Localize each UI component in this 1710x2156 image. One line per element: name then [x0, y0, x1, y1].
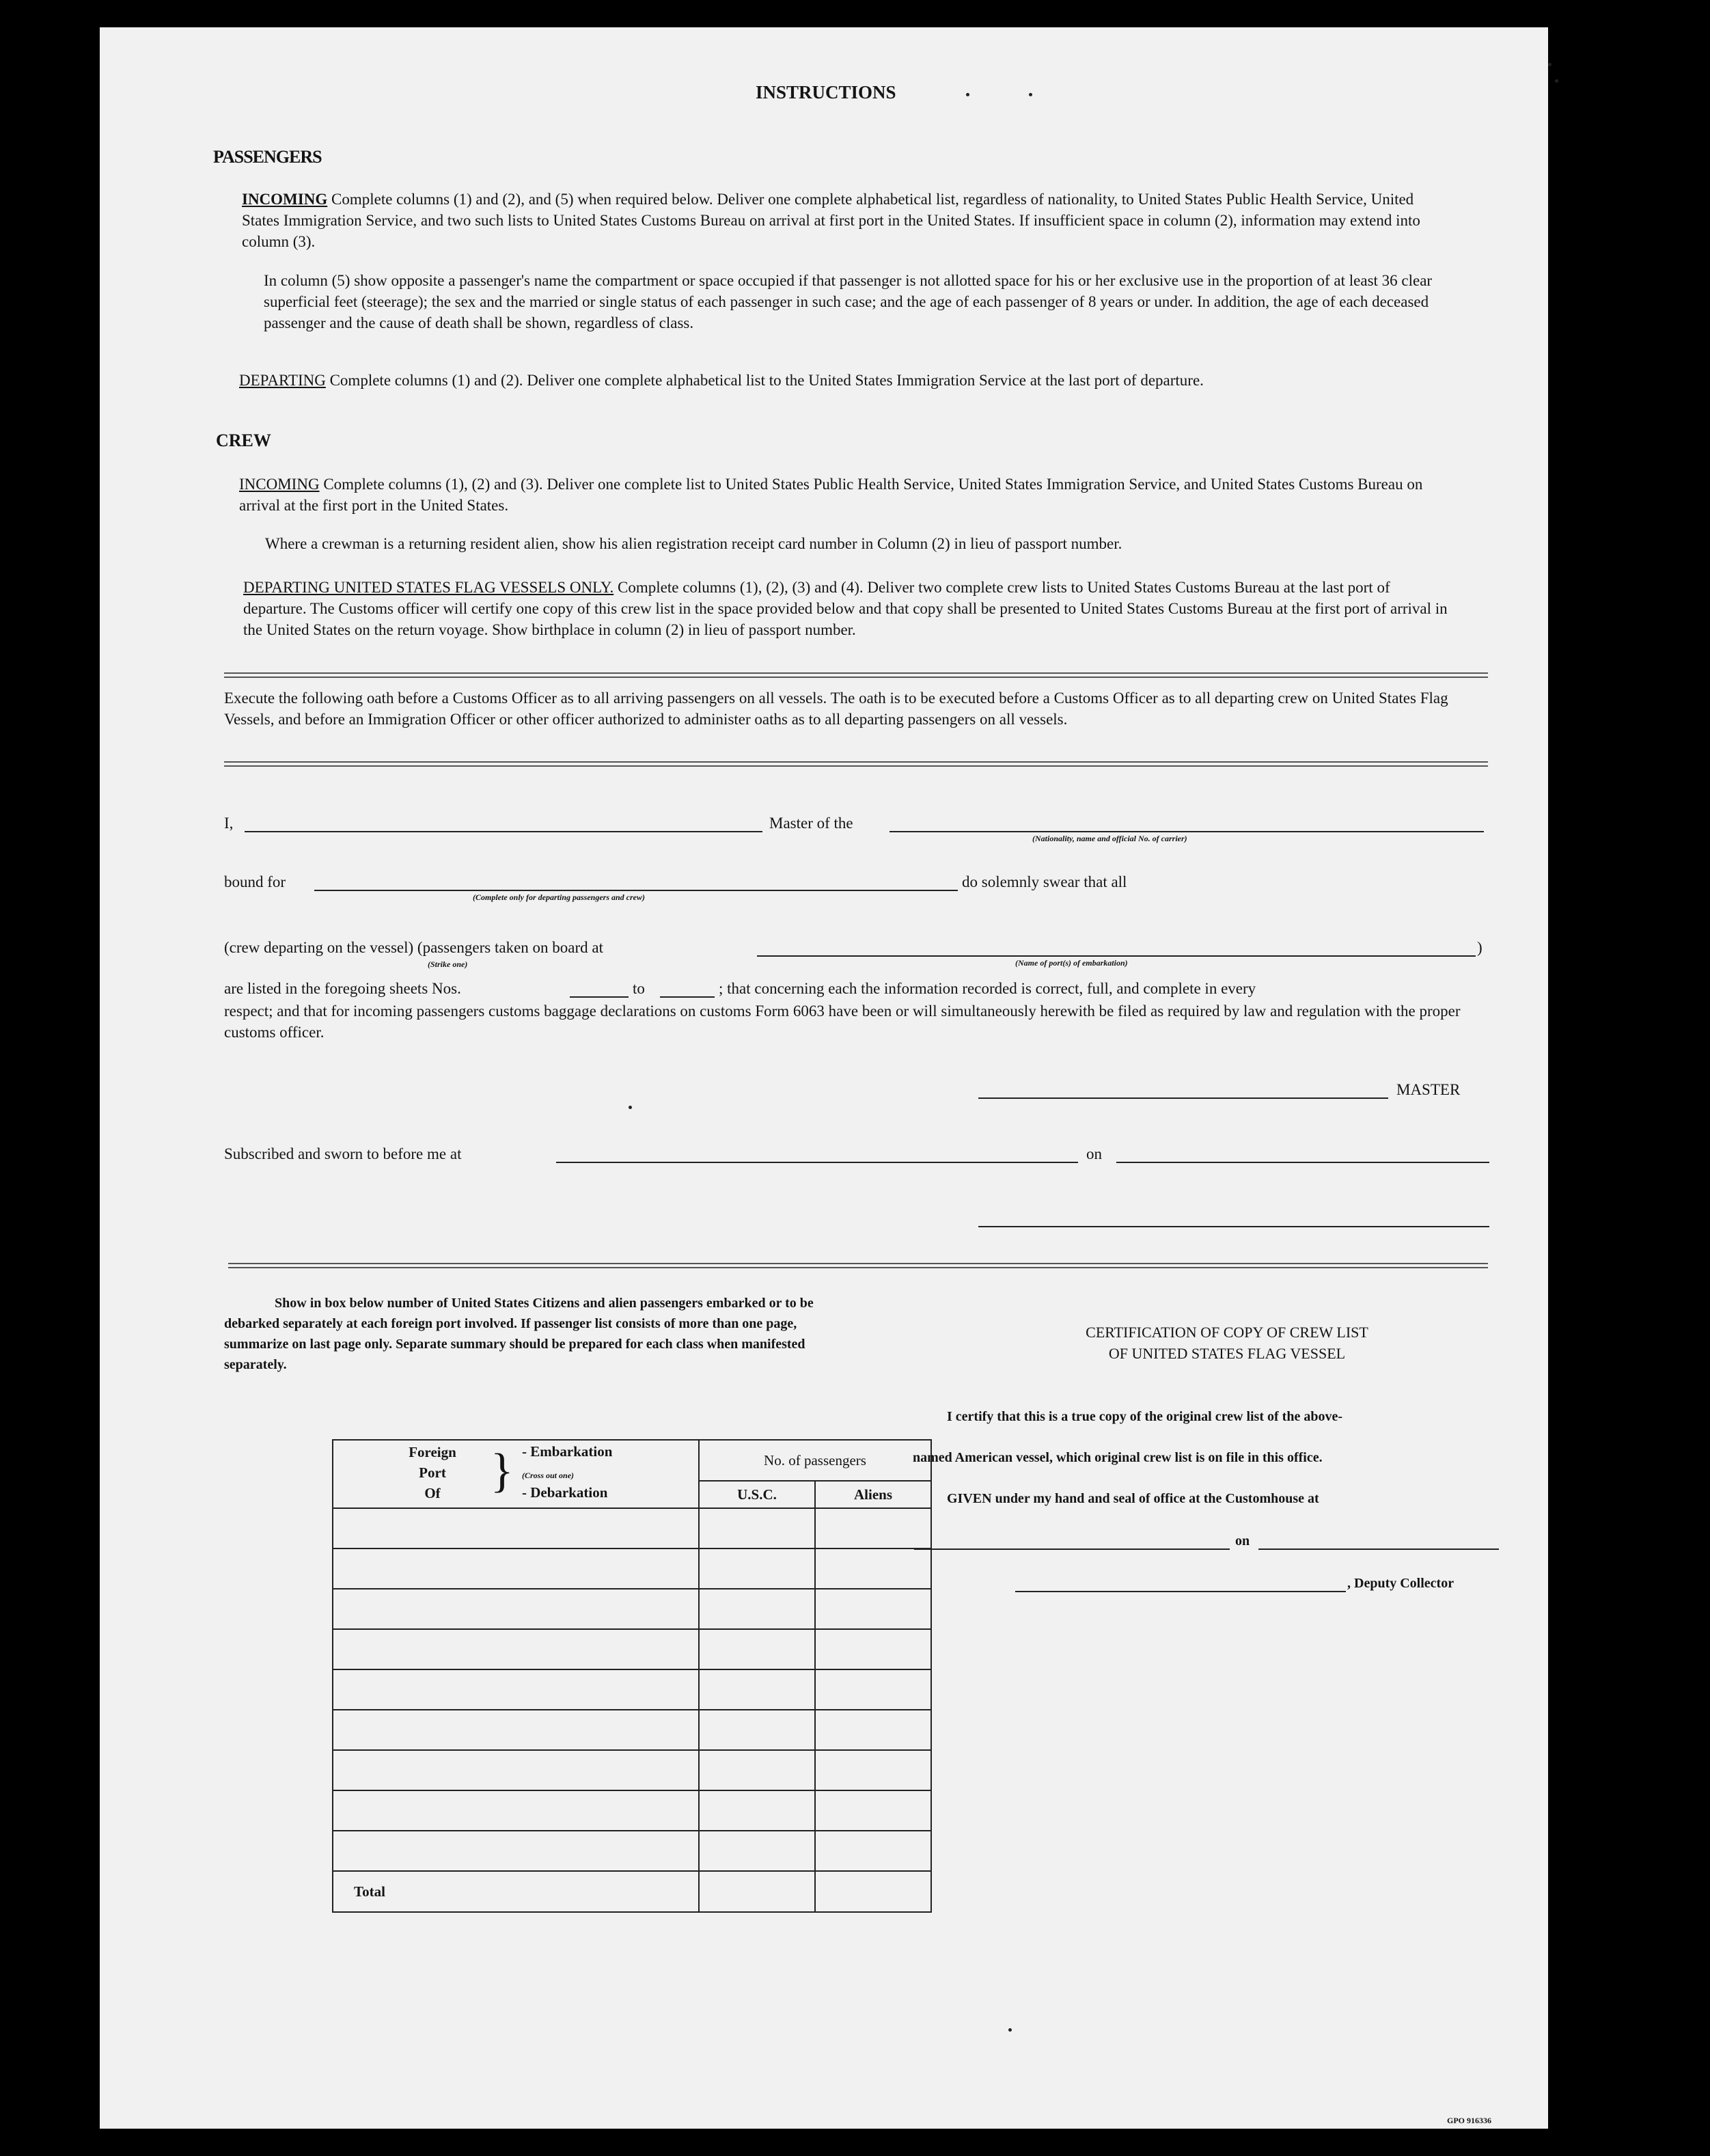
aliens-cell[interactable]: [815, 1750, 931, 1790]
crew-incoming-label: INCOMING: [239, 476, 320, 493]
certification-title-2: OF UNITED STATES FLAG VESSEL: [1108, 1345, 1346, 1362]
sheet-from-field[interactable]: [570, 996, 629, 998]
port-cell[interactable]: [333, 1790, 699, 1831]
listed-label: are listed in the foregoing sheets Nos.: [224, 980, 461, 997]
crew-incoming-paragraph: [239, 474, 1455, 516]
port-cell[interactable]: [333, 1710, 699, 1750]
carrier-hint: (Nationality, name and official No. of carrier): [1032, 834, 1187, 843]
foreign-label: Foreign: [409, 1444, 456, 1460]
passengers-departing-paragraph: [239, 370, 1455, 391]
close-paren: ): [1477, 939, 1483, 956]
strike-one-hint: (Strike one): [428, 959, 468, 969]
port-hint: (Name of port(s) of embarkation): [1015, 958, 1128, 968]
sworn-date-field[interactable]: [1116, 1162, 1489, 1163]
swear-label: do solemnly swear that all: [962, 873, 1127, 890]
aliens-cell[interactable]: [815, 1710, 931, 1750]
bound-for-label: bound for: [224, 873, 286, 890]
aliens-cell[interactable]: [815, 1589, 931, 1629]
table-row: [333, 1750, 931, 1790]
passengers-departing-text: Complete columns (1) and (2). Deliver one complete alphabetical list to the United States Immigration Service at the last port of departure.: [329, 372, 1204, 389]
total-label: Total: [333, 1871, 699, 1912]
certification-title-1: CERTIFICATION OF COPY OF CREW LIST: [1086, 1324, 1368, 1341]
aliens-total-cell[interactable]: [815, 1871, 931, 1912]
master-label: MASTER: [1396, 1081, 1461, 1098]
usc-cell[interactable]: [699, 1710, 815, 1750]
aliens-cell[interactable]: [815, 1669, 931, 1710]
debarkation-label: - Debarkation: [522, 1484, 608, 1501]
crew-resident-paragraph: Where a crewman is a returning resident alien, show his alien registration receipt card number in Column (2) in lieu of passport number.: [265, 535, 1122, 552]
bound-for-field[interactable]: [314, 890, 958, 891]
total-row: [333, 1871, 931, 1912]
usc-cell[interactable]: [699, 1589, 815, 1629]
master-name-field[interactable]: [245, 831, 762, 832]
sheet-to-field[interactable]: [660, 996, 715, 998]
table-row: [333, 1669, 931, 1710]
port-cell[interactable]: [333, 1629, 699, 1669]
footer-code: GPO 916336: [1447, 2116, 1491, 2125]
sworn-location-field[interactable]: [556, 1162, 1078, 1163]
crew-departing-paragraph: [243, 577, 1456, 640]
certification-title: [920, 1322, 1534, 1364]
master-of-the-label: Master of the: [769, 815, 853, 832]
certification-on-label: on: [1235, 1533, 1250, 1548]
officer-signature-field[interactable]: [978, 1226, 1489, 1227]
divider: [224, 761, 1488, 767]
table-row: [333, 1790, 931, 1831]
deputy-collector-label: , Deputy Collector: [1347, 1576, 1454, 1591]
crew-departing-text: Complete columns (1), (2), (3) and (4). Deliver two complete crew lists to United States Customs Bureau at the last port of departure. The Customs officer will certify one copy of this crew list in the space provided below and that copy shall be presented to United States Customs Bureau at the first port of arrival in the United States on the return voyage. Show birthplace in column (2) in lieu of passport number.: [243, 579, 1448, 638]
port-cell[interactable]: [333, 1589, 699, 1629]
table-row: [333, 1508, 931, 1548]
usc-cell[interactable]: [699, 1629, 815, 1669]
port-label: Port: [419, 1464, 446, 1481]
certification-line-2: named American vessel, which original crew list is on file in this office.: [913, 1450, 1323, 1465]
passengers-incoming-paragraph: [242, 189, 1454, 252]
table-row: [333, 1629, 931, 1669]
usc-total-cell[interactable]: [699, 1871, 815, 1912]
carrier-field[interactable]: [890, 831, 1484, 832]
page-title: INSTRUCTIONS: [756, 82, 896, 103]
port-cell[interactable]: [333, 1831, 699, 1871]
no-of-passengers-header: No. of passengers: [699, 1440, 931, 1481]
subscribed-label: Subscribed and sworn to before me at: [224, 1145, 462, 1162]
oath-instructions: Execute the following oath before a Customs Officer as to all arriving passengers on all vessels. The oath is to be executed before a Customs Officer as to all departing crew on United States Flag Vessels, and before an Immigration Officer or other officer authorized to administer oaths as to all departing passengers on all vessels.: [224, 690, 1448, 728]
customhouse-field[interactable]: [914, 1548, 1230, 1550]
passenger-summary-table: [332, 1439, 932, 1913]
aliens-header: Aliens: [815, 1481, 931, 1508]
usc-cell[interactable]: [699, 1669, 815, 1710]
certification-line-1: I certify that this is a true copy of the original crew list of the above-: [947, 1409, 1342, 1424]
table-row: [333, 1589, 931, 1629]
crew-passengers-label: (crew departing on the vessel) (passengers taken on board at: [224, 939, 603, 956]
usc-cell[interactable]: [699, 1831, 815, 1871]
sworn-on-label: on: [1086, 1145, 1102, 1162]
certification-date-field[interactable]: [1258, 1548, 1499, 1550]
table-row: [333, 1831, 931, 1871]
aliens-cell[interactable]: [815, 1831, 931, 1871]
usc-header: U.S.C.: [699, 1481, 815, 1508]
oath-i-label: I,: [224, 815, 234, 832]
port-cell[interactable]: [333, 1508, 699, 1548]
passengers-incoming-label: INCOMING: [242, 191, 328, 208]
bound-for-hint: (Complete only for departing passengers and crew): [473, 892, 645, 902]
summary-instructions: Show in box below number of United States Citizens and alien passengers embarked or to be debarked separately at each foreign port involved. If passenger list consists of more than one page, summarize on last page only. Separate summary should be prepared for each class when manifested separately.: [224, 1296, 814, 1372]
of-label: Of: [424, 1485, 441, 1501]
aliens-cell[interactable]: [815, 1629, 931, 1669]
usc-cell[interactable]: [699, 1750, 815, 1790]
passengers-incoming-text: Complete columns (1) and (2), and (5) when required below. Deliver one complete alphabetical list, regardless of nationality, to United States Public Health Service, United States Immigration Service, and two such lists to United States Customs Bureau on arrival at first port in the United States. If insufficient space in column (2), information may extend into column (3).: [242, 191, 1420, 250]
aliens-cell[interactable]: [815, 1790, 931, 1831]
divider: [224, 672, 1488, 678]
port-of-embarkation-field[interactable]: [757, 955, 1476, 957]
embarkation-label: - Embarkation: [522, 1443, 613, 1460]
passengers-column5-paragraph: In column (5) show opposite a passenger's name the compartment or space occupied if that passenger is not allotted space for his or her exclusive use in the proportion of at least 36 clear superficial feet (steerage); the sex and the married or single status of each passenger in such case; and the age of each passenger of 8 years or under. In addition, the age of each deceased passenger and the cause of death shall be shown, regardless of class.: [264, 272, 1433, 331]
form-sheet: [100, 27, 1548, 2129]
usc-cell[interactable]: [699, 1548, 815, 1589]
deputy-collector-signature-field[interactable]: [1015, 1591, 1346, 1592]
master-signature-field[interactable]: [978, 1097, 1388, 1099]
table-row: [333, 1548, 931, 1589]
foreign-port-header: [333, 1440, 699, 1508]
aliens-cell[interactable]: [815, 1548, 931, 1589]
listed-to-label: to: [633, 980, 645, 997]
crew-departing-label: DEPARTING UNITED STATES FLAG VESSELS ONLY.: [243, 579, 614, 596]
certification-line-3: GIVEN under my hand and seal of office at the Customhouse at: [947, 1491, 1319, 1506]
port-cell[interactable]: [333, 1669, 699, 1710]
listed-label-2: ; that concerning each the information recorded is correct, full, and complete in every: [719, 980, 1256, 997]
crew-incoming-text: Complete columns (1), (2) and (3). Deliver one complete list to United States Public Health Service, United States Immigration Service, and United States Customs Bureau on arrival at the first port in the United States.: [239, 476, 1423, 514]
aliens-cell[interactable]: [815, 1508, 931, 1548]
respect-paragraph: respect; and that for incoming passengers customs baggage declarations on customs Form 6063 have been or will simultaneously herewith be filed as required by law and regulation with the proper customs officer.: [224, 1002, 1461, 1041]
port-cell[interactable]: [333, 1750, 699, 1790]
cross-out-hint: (Cross out one): [522, 1471, 575, 1480]
port-cell[interactable]: [333, 1548, 699, 1589]
table-row: [333, 1710, 931, 1750]
brace-icon: }: [491, 1445, 514, 1497]
divider: [228, 1263, 1488, 1268]
crew-heading: CREW: [216, 431, 271, 450]
usc-cell[interactable]: [699, 1508, 815, 1548]
usc-cell[interactable]: [699, 1790, 815, 1831]
passengers-heading: PASSENGERS: [213, 147, 322, 167]
passengers-departing-label: DEPARTING: [239, 372, 326, 389]
